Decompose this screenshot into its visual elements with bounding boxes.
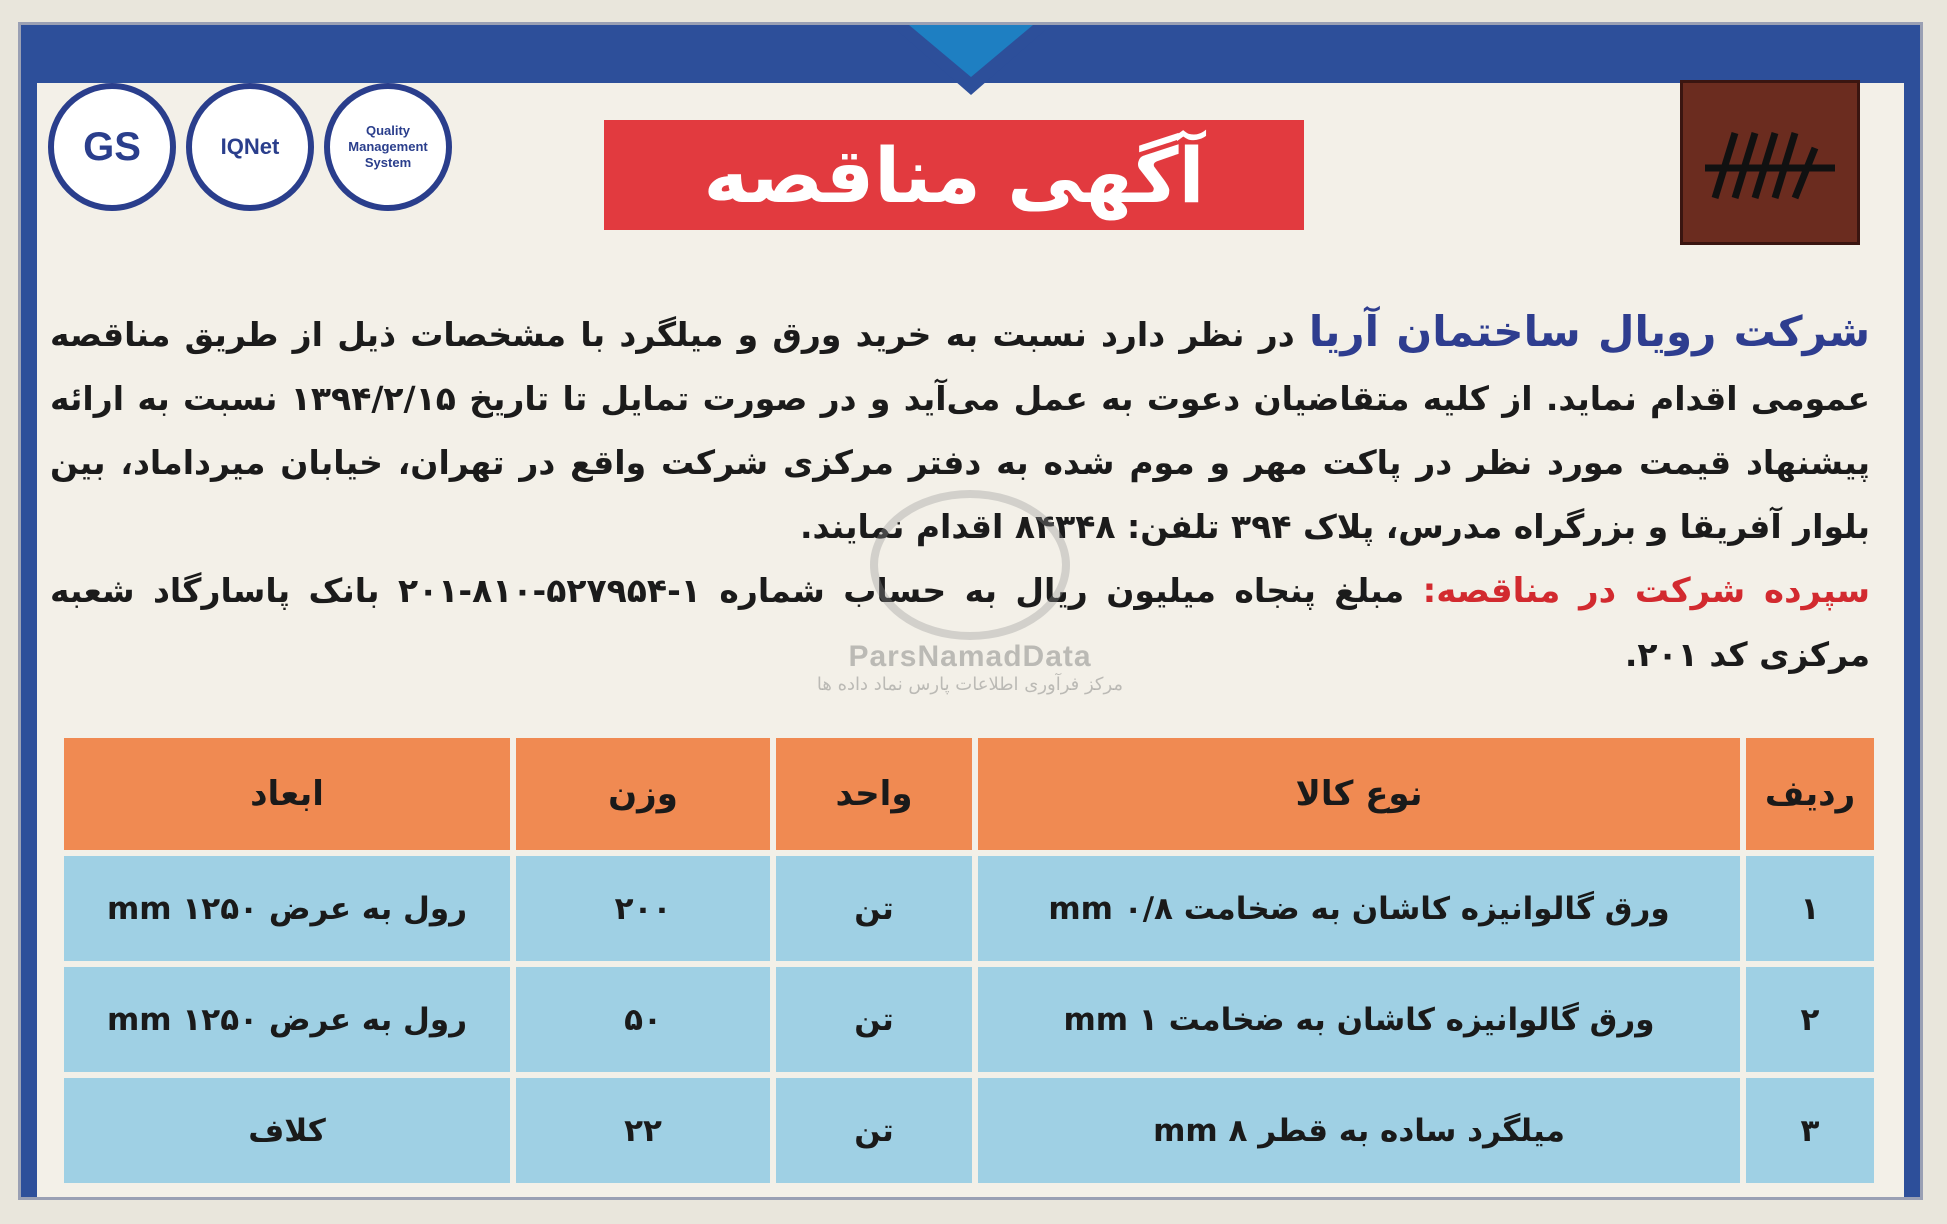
table-header-unit: واحد — [776, 738, 972, 850]
notice-paragraph: در نظر دارد نسبت به خرید ورق و میلگرد با مشخصات ذیل از طریق مناقصه عمومی اقدام نماید. از کلیه متقاضیان دعوت به عمل می‌آید و در صورت تمایل تا تاریخ ۱۳۹۴/۲/۱۵ نسبت به ارائه پیشنهاد قیمت مورد نظر در پاکت مهر و موم شده به دفتر مرکزی شرکت واقع در تهران، خیابان میرداماد، بین بلوار آفریقا و بزرگراه مدرس، پلاک ۳۹۴ تلفن: ۸۴۳۴۸ اقدام نمایند. — [50, 315, 1870, 546]
watermark-subtitle: مرکز فرآوری اطلاعات پارس نماد داده ها — [816, 674, 1124, 695]
table-cell: ورق گالوانیزه کاشان به ضخامت ۰/۸ mm — [978, 856, 1740, 961]
watermark-logo-icon — [870, 490, 1070, 640]
deposit-text: مبلغ پنجاه میلیون ریال به حساب شماره ۱-۵۲۷۹۵۴-۸۱۰-۲۰۱ بانک پاسارگاد شعبه مرکزی کد ۲۰۱. — [50, 571, 1870, 674]
watermark-name: ParsNamadData — [848, 640, 1092, 673]
table-cell: تن — [776, 967, 972, 1072]
iqnet-cert-icon — [186, 83, 314, 211]
top-bar — [21, 25, 1920, 83]
table-cell: ۱ — [1746, 856, 1874, 961]
company-name: شرکت رویال ساختمان آریا — [1308, 307, 1870, 356]
table-cell: ۳ — [1746, 1078, 1874, 1183]
deposit-label: سپرده شرکت در مناقصه: — [1422, 571, 1871, 611]
title-banner — [604, 120, 1304, 230]
items-table — [64, 738, 1874, 1178]
dgs-cert-icon — [48, 83, 176, 211]
table-header-row-num: ردیف — [1746, 738, 1874, 850]
dgs-cert-label: GS — [83, 124, 141, 169]
table-cell: کلاف — [64, 1078, 510, 1183]
table-cell: تن — [776, 856, 972, 961]
watermark — [780, 490, 1160, 730]
iqnet-cert-label: IQNet — [220, 134, 280, 159]
table-cell: ۵۰ — [516, 967, 770, 1072]
qms-cert-label: Quality Management System — [348, 123, 428, 170]
company-logo-icon — [1695, 108, 1845, 218]
table-cell: میلگرد ساده به قطر ۸ mm — [978, 1078, 1740, 1183]
table-header-dimensions: ابعاد — [64, 738, 510, 850]
table-header-weight: وزن — [516, 738, 770, 850]
table-cell: ۲۲ — [516, 1078, 770, 1183]
table-cell: رول به عرض ۱۲۵۰ mm — [64, 856, 510, 961]
right-border — [1904, 83, 1920, 1197]
top-notch-inner — [909, 25, 1033, 77]
left-border — [21, 83, 37, 1197]
company-logo — [1680, 80, 1860, 245]
table-cell: ورق گالوانیزه کاشان به ضخامت ۱ mm — [978, 967, 1740, 1072]
table-cell: ۲ — [1746, 967, 1874, 1072]
qms-cert-icon — [324, 83, 452, 211]
table-cell: رول به عرض ۱۲۵۰ mm — [64, 967, 510, 1072]
table-cell: تن — [776, 1078, 972, 1183]
certification-logos — [48, 82, 463, 212]
page-title: آگهی مناقصه — [703, 130, 1205, 220]
table-cell: ۲۰۰ — [516, 856, 770, 961]
table-header-item-type: نوع کالا — [978, 738, 1740, 850]
